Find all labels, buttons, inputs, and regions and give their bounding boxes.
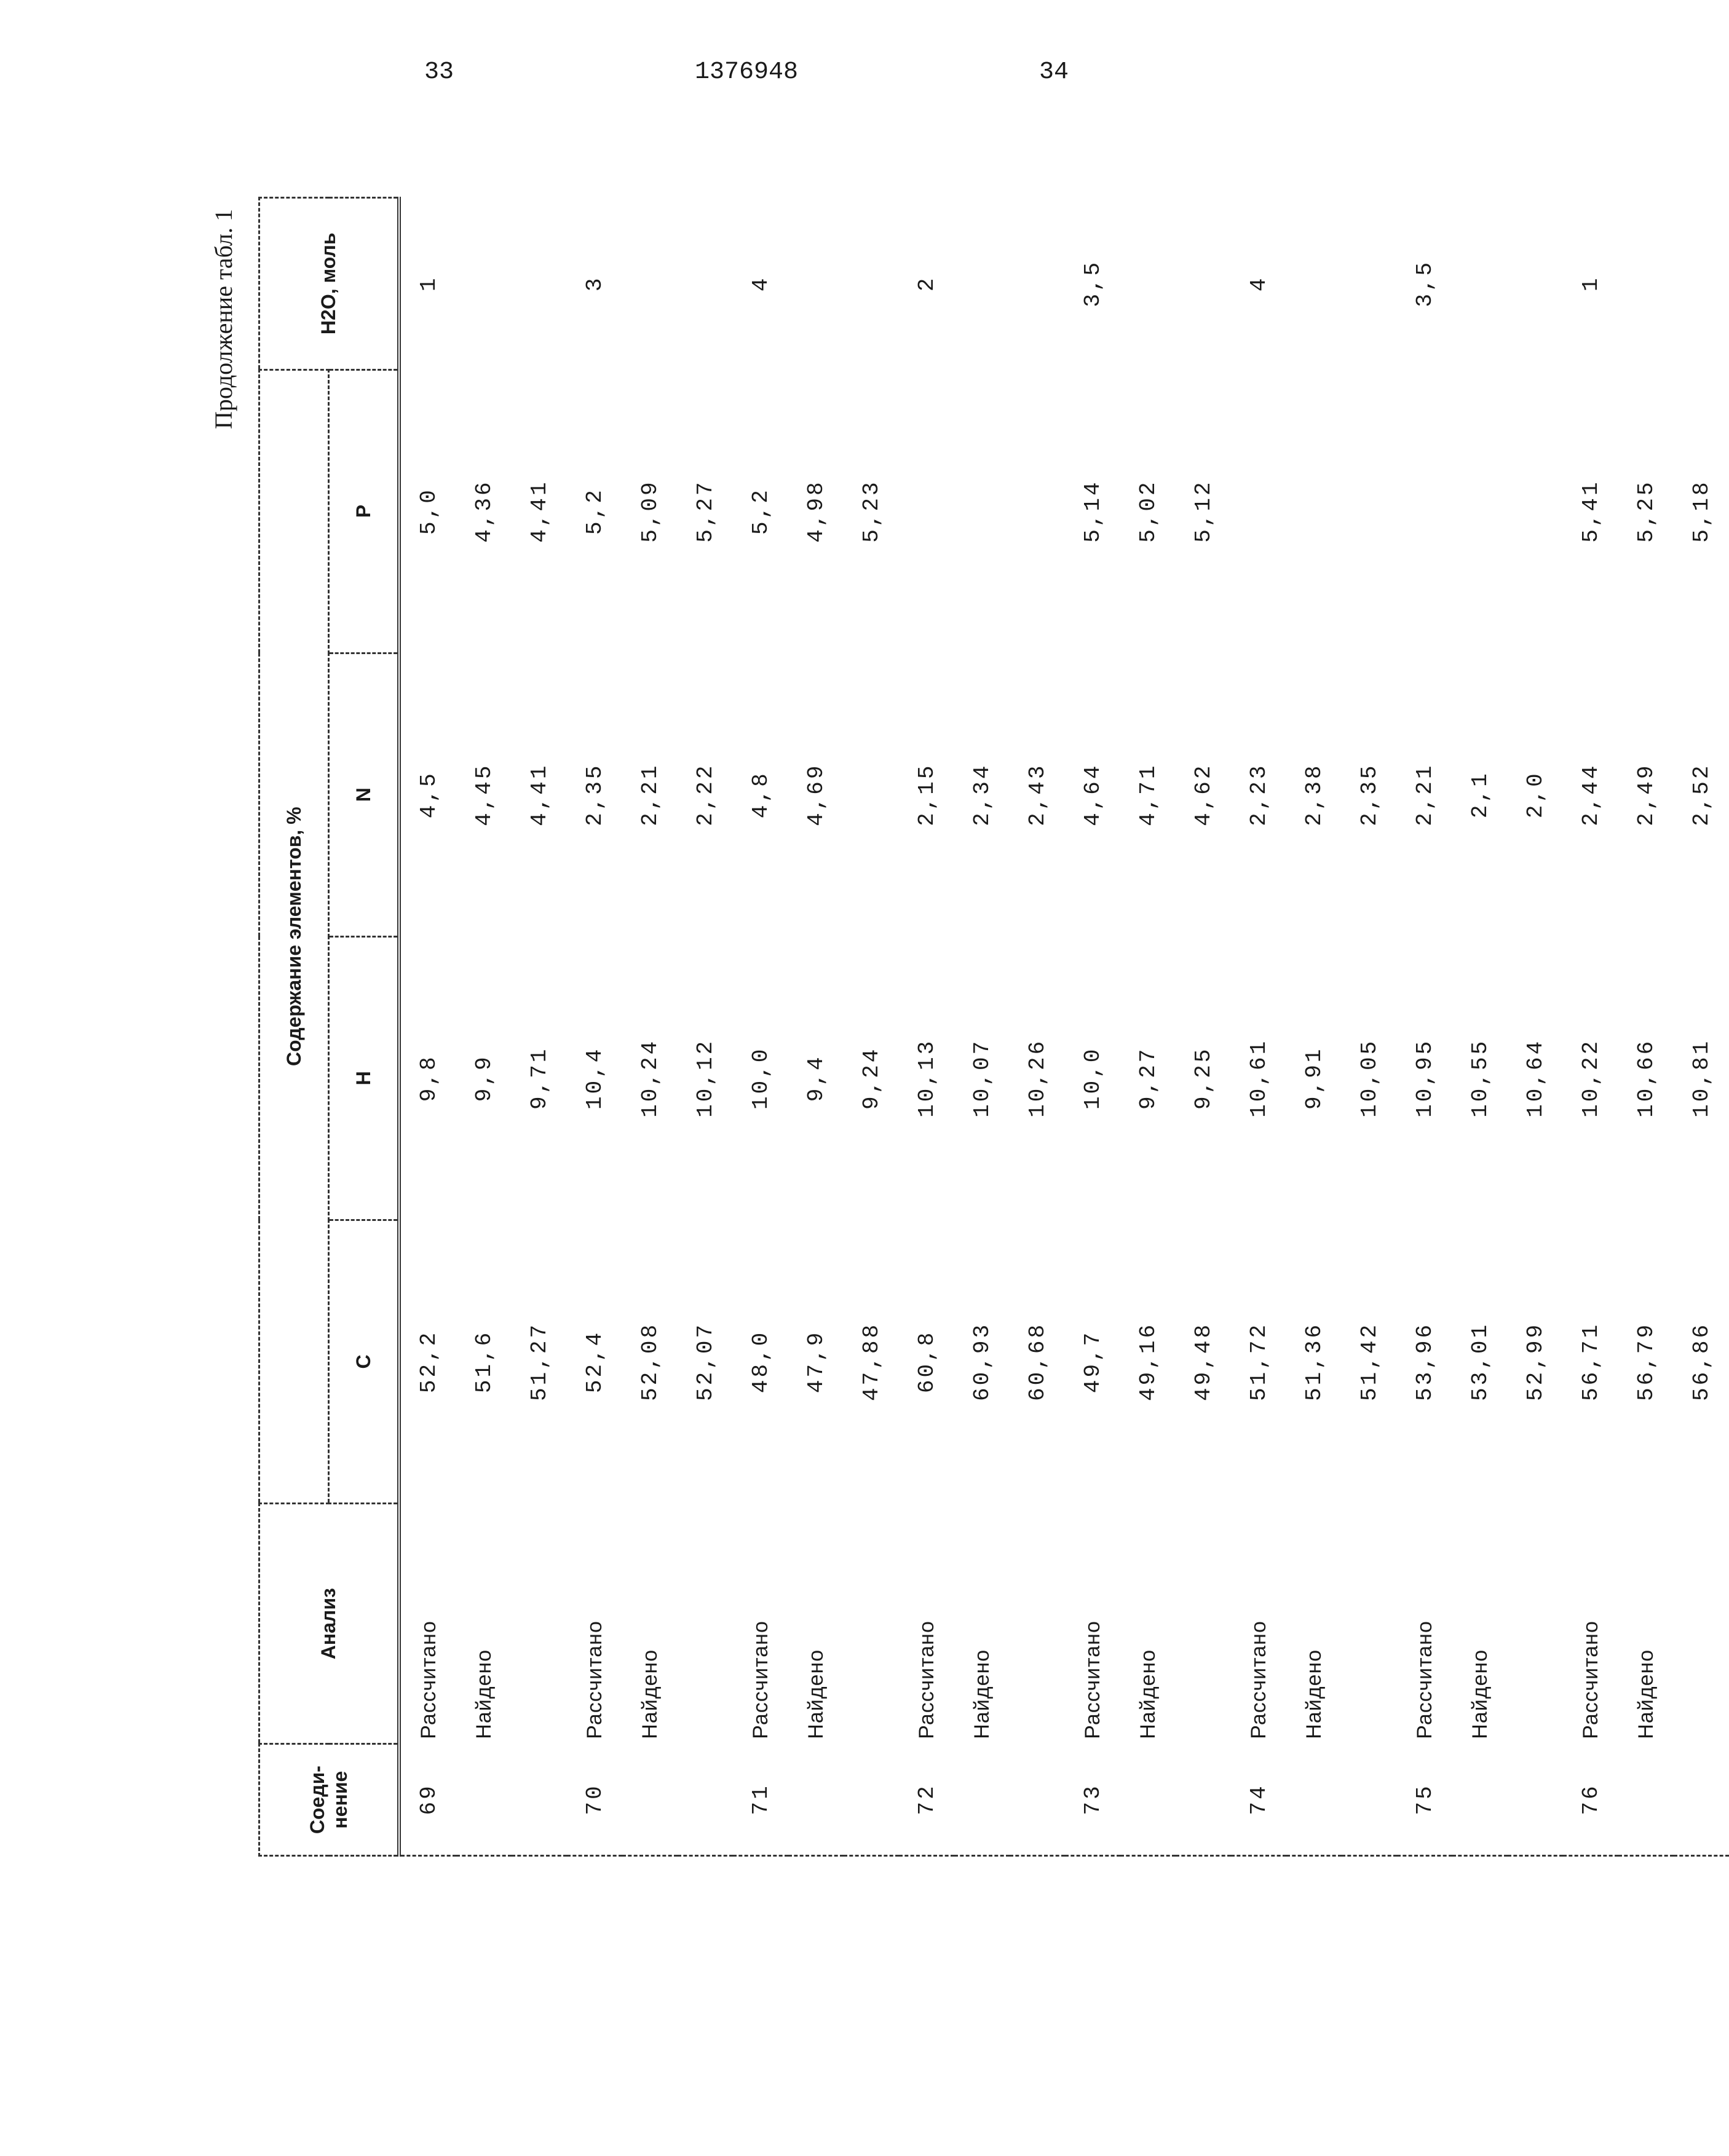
cell-h2o — [1120, 198, 1176, 370]
table-row — [1342, 198, 1397, 1856]
cell-n: 4,71 — [1135, 763, 1161, 826]
cell-analysis: Найдено — [638, 1649, 662, 1739]
cell-analysis — [1674, 1503, 1729, 1743]
table-row — [1120, 198, 1176, 1856]
element-content-table — [258, 197, 1729, 1857]
table-row — [512, 198, 567, 1856]
table-row — [567, 198, 622, 1856]
cell-c: 52,08 — [637, 1322, 663, 1401]
table-row — [1176, 198, 1231, 1856]
cell-analysis: Найдено — [970, 1649, 994, 1739]
header-c: C — [329, 1220, 400, 1503]
cell-analysis: Найдено — [1634, 1649, 1658, 1739]
cell-p — [954, 369, 1010, 653]
cell-h: 10,05 — [1356, 1038, 1382, 1118]
cell-compound: 74 — [1246, 1783, 1272, 1815]
cell-h2o: 3,5 — [1412, 259, 1438, 307]
table-row — [954, 198, 1010, 1856]
cell-c: 49,16 — [1135, 1322, 1161, 1401]
table-row — [1065, 198, 1120, 1856]
cell-n: 2,21 — [637, 763, 663, 826]
cell-h: 10,0 — [1080, 1046, 1106, 1110]
cell-n: 2,23 — [1246, 763, 1272, 826]
cell-h: 9,91 — [1301, 1046, 1327, 1110]
cell-h: 10,22 — [1578, 1038, 1604, 1118]
cell-p: 5,41 — [1578, 480, 1604, 543]
cell-h2o — [954, 198, 1010, 370]
header-n: N — [329, 653, 400, 936]
cell-analysis: Рассчитано — [1578, 1621, 1602, 1739]
cell-analysis: Рассчитано — [1412, 1621, 1436, 1739]
cell-c: 56,71 — [1578, 1322, 1604, 1401]
table-row — [844, 198, 899, 1856]
table-row — [899, 198, 954, 1856]
cell-p: 4,36 — [471, 480, 497, 543]
document-number: 1376948 — [695, 58, 799, 86]
cell-c: 47,88 — [858, 1322, 884, 1401]
cell-compound — [1618, 1744, 1674, 1856]
cell-p — [899, 369, 954, 653]
cell-h2o: 2 — [914, 275, 940, 292]
table-row — [399, 198, 456, 1856]
cell-c: 51,6 — [471, 1330, 497, 1394]
table-row — [1452, 198, 1508, 1856]
table-row — [1508, 198, 1563, 1856]
table-row — [1286, 198, 1342, 1856]
cell-h: 10,12 — [692, 1038, 718, 1118]
cell-c: 56,79 — [1633, 1322, 1659, 1401]
cell-compound: 76 — [1578, 1783, 1604, 1815]
cell-h: 10,95 — [1412, 1038, 1438, 1118]
cell-analysis — [1508, 1503, 1563, 1743]
cell-h2o: 1 — [1578, 275, 1604, 292]
cell-compound: 71 — [748, 1783, 774, 1815]
cell-h: 9,27 — [1135, 1046, 1161, 1110]
cell-analysis: Рассчитано — [1246, 1621, 1270, 1739]
cell-analysis: Найдено — [1136, 1649, 1160, 1739]
cell-h: 10,26 — [1024, 1038, 1050, 1118]
cell-h2o — [1010, 198, 1065, 370]
cell-analysis — [844, 1503, 899, 1743]
cell-h: 10,55 — [1467, 1038, 1493, 1118]
cell-n: 2,49 — [1633, 763, 1659, 826]
cell-analysis — [1010, 1503, 1065, 1743]
cell-c: 49,7 — [1080, 1330, 1106, 1394]
cell-c: 48,0 — [748, 1330, 774, 1394]
cell-h2o — [1342, 198, 1397, 370]
table-row — [622, 198, 678, 1856]
cell-compound — [1342, 1744, 1397, 1856]
table-row — [733, 198, 788, 1856]
cell-c: 51,27 — [526, 1322, 552, 1401]
cell-h: 10,13 — [914, 1038, 940, 1118]
cell-c: 52,07 — [692, 1322, 718, 1401]
cell-compound — [1120, 1744, 1176, 1856]
cell-h2o — [1176, 198, 1231, 370]
cell-analysis — [1176, 1503, 1231, 1743]
cell-analysis: Найдено — [1468, 1649, 1492, 1739]
cell-h2o — [1452, 198, 1508, 370]
cell-n: 4,64 — [1080, 763, 1106, 826]
cell-c: 60,68 — [1024, 1322, 1050, 1401]
cell-compound: 75 — [1412, 1783, 1438, 1815]
header-h2o: H2O, моль — [259, 198, 400, 370]
cell-p: 5,12 — [1190, 480, 1216, 543]
cell-analysis: Рассчитано — [914, 1621, 938, 1739]
table-row — [1397, 198, 1452, 1856]
cell-p — [1452, 369, 1508, 653]
cell-h: 9,8 — [416, 1054, 441, 1102]
cell-n: 2,1 — [1467, 771, 1493, 819]
table-row — [1674, 198, 1729, 1856]
cell-h2o — [844, 198, 899, 370]
cell-c: 52,2 — [416, 1330, 441, 1394]
table-row — [1563, 198, 1618, 1856]
cell-c: 51,72 — [1246, 1322, 1272, 1401]
cell-n: 2,43 — [1024, 763, 1050, 826]
cell-p: 5,2 — [582, 488, 607, 535]
header-h: H — [329, 936, 400, 1220]
cell-analysis: Рассчитано — [1080, 1621, 1104, 1739]
header-compound: Соеди-нение — [259, 1744, 400, 1856]
cell-h2o: 4 — [1246, 275, 1272, 292]
cell-h: 10,64 — [1522, 1038, 1548, 1118]
cell-compound — [954, 1744, 1010, 1856]
cell-n: 2,21 — [1412, 763, 1438, 826]
cell-h: 9,9 — [471, 1054, 497, 1102]
cell-analysis: Рассчитано — [748, 1621, 772, 1739]
cell-c: 60,8 — [914, 1330, 940, 1394]
table-row — [678, 198, 733, 1856]
cell-h: 10,61 — [1246, 1038, 1272, 1118]
cell-n: 4,5 — [416, 771, 441, 819]
cell-h2o: 3,5 — [1080, 259, 1106, 307]
cell-p: 5,14 — [1080, 480, 1106, 543]
cell-analysis: Рассчитано — [582, 1621, 606, 1739]
cell-compound — [678, 1744, 733, 1856]
cell-compound — [1452, 1744, 1508, 1856]
cell-compound — [1508, 1744, 1563, 1856]
cell-n: 4,69 — [803, 763, 829, 826]
cell-compound — [456, 1744, 512, 1856]
cell-h2o — [1508, 198, 1563, 370]
cell-compound — [622, 1744, 678, 1856]
cell-n: 2,34 — [969, 763, 995, 826]
cell-p: 5,27 — [692, 480, 718, 543]
cell-h: 10,24 — [637, 1038, 663, 1118]
table-row — [456, 198, 512, 1856]
cell-h: 10,0 — [748, 1046, 774, 1110]
cell-n: 2,0 — [1522, 771, 1548, 819]
table-row — [1231, 198, 1286, 1856]
cell-compound — [844, 1744, 899, 1856]
cell-p — [1397, 369, 1452, 653]
cell-compound: 73 — [1080, 1783, 1106, 1815]
cell-p — [1342, 369, 1397, 653]
header-p: P — [329, 369, 400, 653]
page-number-right: 34 — [1039, 58, 1069, 86]
cell-n: 4,8 — [748, 771, 774, 819]
table-row — [1618, 198, 1674, 1856]
cell-n: 2,15 — [914, 763, 940, 826]
cell-h: 10,07 — [969, 1038, 995, 1118]
cell-h: 9,25 — [1190, 1046, 1216, 1110]
cell-compound: 72 — [914, 1783, 940, 1815]
cell-h2o — [788, 198, 844, 370]
cell-c: 47,9 — [803, 1330, 829, 1394]
cell-h2o — [1618, 198, 1674, 370]
cell-n: 4,45 — [471, 763, 497, 826]
cell-p: 5,23 — [858, 480, 884, 543]
cell-h2o — [622, 198, 678, 370]
cell-n: 2,44 — [1578, 763, 1604, 826]
rotated-table-block — [209, 197, 1714, 1857]
cell-p: 5,09 — [637, 480, 663, 543]
cell-compound — [1674, 1744, 1729, 1856]
cell-analysis: Найдено — [804, 1649, 828, 1739]
cell-compound: 69 — [416, 1783, 441, 1815]
cell-h2o — [512, 198, 567, 370]
header-analysis: Анализ — [259, 1503, 400, 1743]
table-row — [788, 198, 844, 1856]
cell-analysis: Найдено — [1302, 1649, 1326, 1739]
cell-h2o — [1286, 198, 1342, 370]
cell-n: 2,38 — [1301, 763, 1327, 826]
cell-h2o — [678, 198, 733, 370]
cell-p — [1010, 369, 1065, 653]
cell-c: 49,48 — [1190, 1322, 1216, 1401]
cell-n — [844, 653, 899, 936]
table-body — [399, 198, 1729, 1856]
cell-p — [1508, 369, 1563, 653]
cell-c: 60,93 — [969, 1322, 995, 1401]
cell-compound — [788, 1744, 844, 1856]
cell-c: 51,42 — [1356, 1322, 1382, 1401]
cell-n: 2,35 — [582, 763, 607, 826]
cell-compound: 70 — [582, 1783, 607, 1815]
cell-analysis: Рассчитано — [416, 1621, 440, 1739]
cell-h2o — [1674, 198, 1729, 370]
cell-analysis — [1342, 1503, 1397, 1743]
cell-n: 4,41 — [526, 763, 552, 826]
cell-c: 52,4 — [582, 1330, 607, 1394]
cell-p: 5,02 — [1135, 480, 1161, 543]
cell-h: 9,24 — [858, 1046, 884, 1110]
cell-p — [1286, 369, 1342, 653]
cell-n: 2,52 — [1688, 763, 1714, 826]
cell-c: 53,01 — [1467, 1322, 1493, 1401]
cell-p: 5,0 — [416, 488, 441, 535]
cell-p — [1231, 369, 1286, 653]
cell-h2o: 4 — [748, 275, 774, 292]
cell-p: 4,41 — [526, 480, 552, 543]
cell-p: 4,98 — [803, 480, 829, 543]
cell-h2o: 3 — [582, 275, 607, 292]
cell-p: 5,2 — [748, 488, 774, 535]
cell-c: 52,99 — [1522, 1322, 1548, 1401]
cell-h2o: 1 — [416, 275, 441, 292]
cell-n: 2,35 — [1356, 763, 1382, 826]
table-row — [1010, 198, 1065, 1856]
cell-p: 5,25 — [1633, 480, 1659, 543]
continuation-label: Продолжение табл. 1 — [210, 209, 237, 429]
page-number-left: 33 — [424, 58, 454, 86]
cell-n: 4,62 — [1190, 763, 1216, 826]
cell-c: 53,96 — [1412, 1322, 1438, 1401]
cell-c: 56,86 — [1688, 1322, 1714, 1401]
page-header — [0, 58, 1525, 95]
cell-compound — [1176, 1744, 1231, 1856]
cell-analysis: Найдено — [472, 1649, 496, 1739]
cell-h: 10,81 — [1688, 1038, 1714, 1118]
cell-compound — [512, 1744, 567, 1856]
cell-analysis — [512, 1503, 567, 1743]
cell-compound — [1010, 1744, 1065, 1856]
cell-n: 2,22 — [692, 763, 718, 826]
cell-h: 9,71 — [526, 1046, 552, 1110]
cell-h: 10,66 — [1633, 1038, 1659, 1118]
cell-p: 5,18 — [1688, 480, 1714, 543]
cell-h: 9,4 — [803, 1054, 829, 1102]
cell-compound — [1286, 1744, 1342, 1856]
cell-h2o — [456, 198, 512, 370]
cell-analysis — [678, 1503, 733, 1743]
header-element-content: Содержание элементов, % — [259, 369, 329, 1503]
cell-c: 51,36 — [1301, 1322, 1327, 1401]
cell-h: 10,4 — [582, 1046, 607, 1110]
